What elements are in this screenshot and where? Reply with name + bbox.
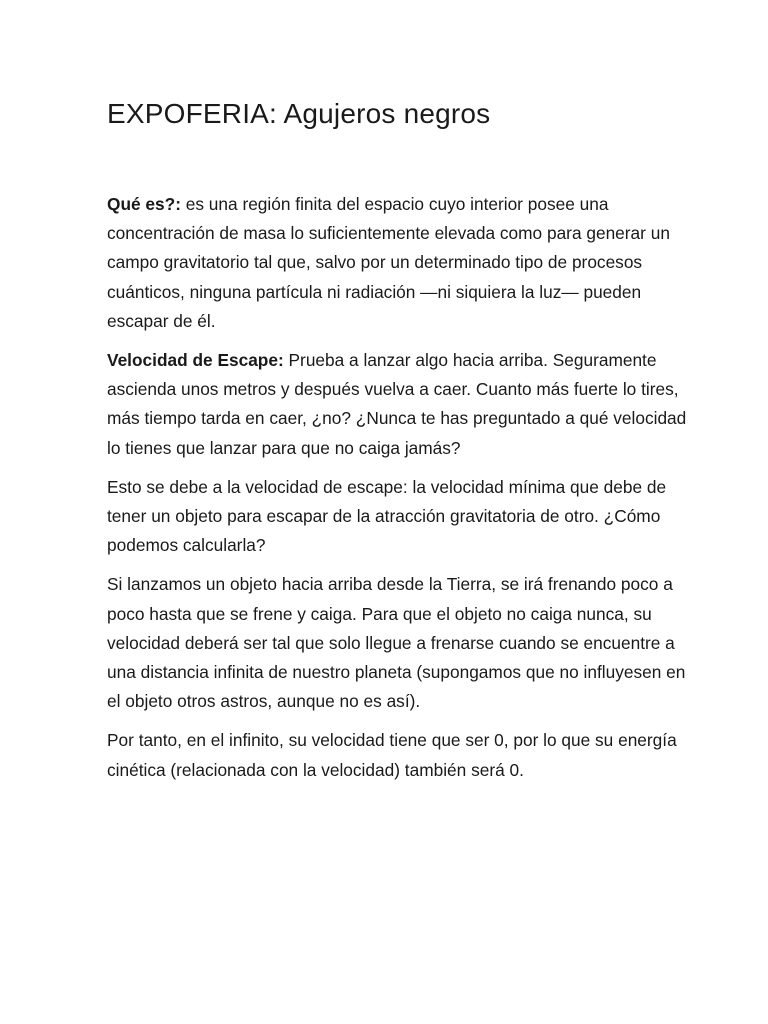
paragraph-label: Qué es?:: [107, 194, 181, 214]
paragraph-que-es: [107, 190, 698, 336]
paragraph-text: Prueba a lanzar algo hacia arriba. Seguramente ascienda unos metros y después vuelva a caer. Cuanto más fuerte lo tires, más tiempo tarda en caer, ¿no? ¿Nunca te has preguntado a qué velocidad lo tienes que lanzar para que no caiga jamás?: [107, 350, 687, 458]
document-title: EXPOFERIA: Agujeros negros: [107, 98, 491, 129]
paragraph-text: Si lanzamos un objeto hacia arriba desde la Tierra, se irá frenando poco a poco hasta que se frene y caiga. Para que el objeto no caiga nunca, su velocidad deberá ser tal que solo llegue a frenarse cuando se encuentre a una distancia infinita de nuestro planeta (supongamos que no influyesen en el objeto otros astros, aunque no es así).: [107, 574, 686, 712]
paragraph-text: Esto se debe a la velocidad de escape: la velocidad mínima que debe de tener un objeto para escapar de la atracción gravitatoria de otro. ¿Cómo podemos calcularla?: [107, 476, 667, 556]
paragraph-text: es una región finita del espacio cuyo interior posee una concentración de masa lo suficientemente elevada como para generar un campo gravitatorio tal que, salvo por un determinado tipo de procesos cuánticos, ninguna partícula ni radiación —ni siquiera la luz— pueden escapar de él.: [107, 194, 670, 331]
paragraph-velocidad-escape: [107, 346, 698, 463]
paragraph-text: Por tanto, en el infinito, su velocidad tiene que ser 0, por lo que su energía cinética (relacionada con la velocidad) también será 0.: [107, 730, 677, 780]
paragraph-label: Velocidad de Escape:: [107, 350, 284, 371]
